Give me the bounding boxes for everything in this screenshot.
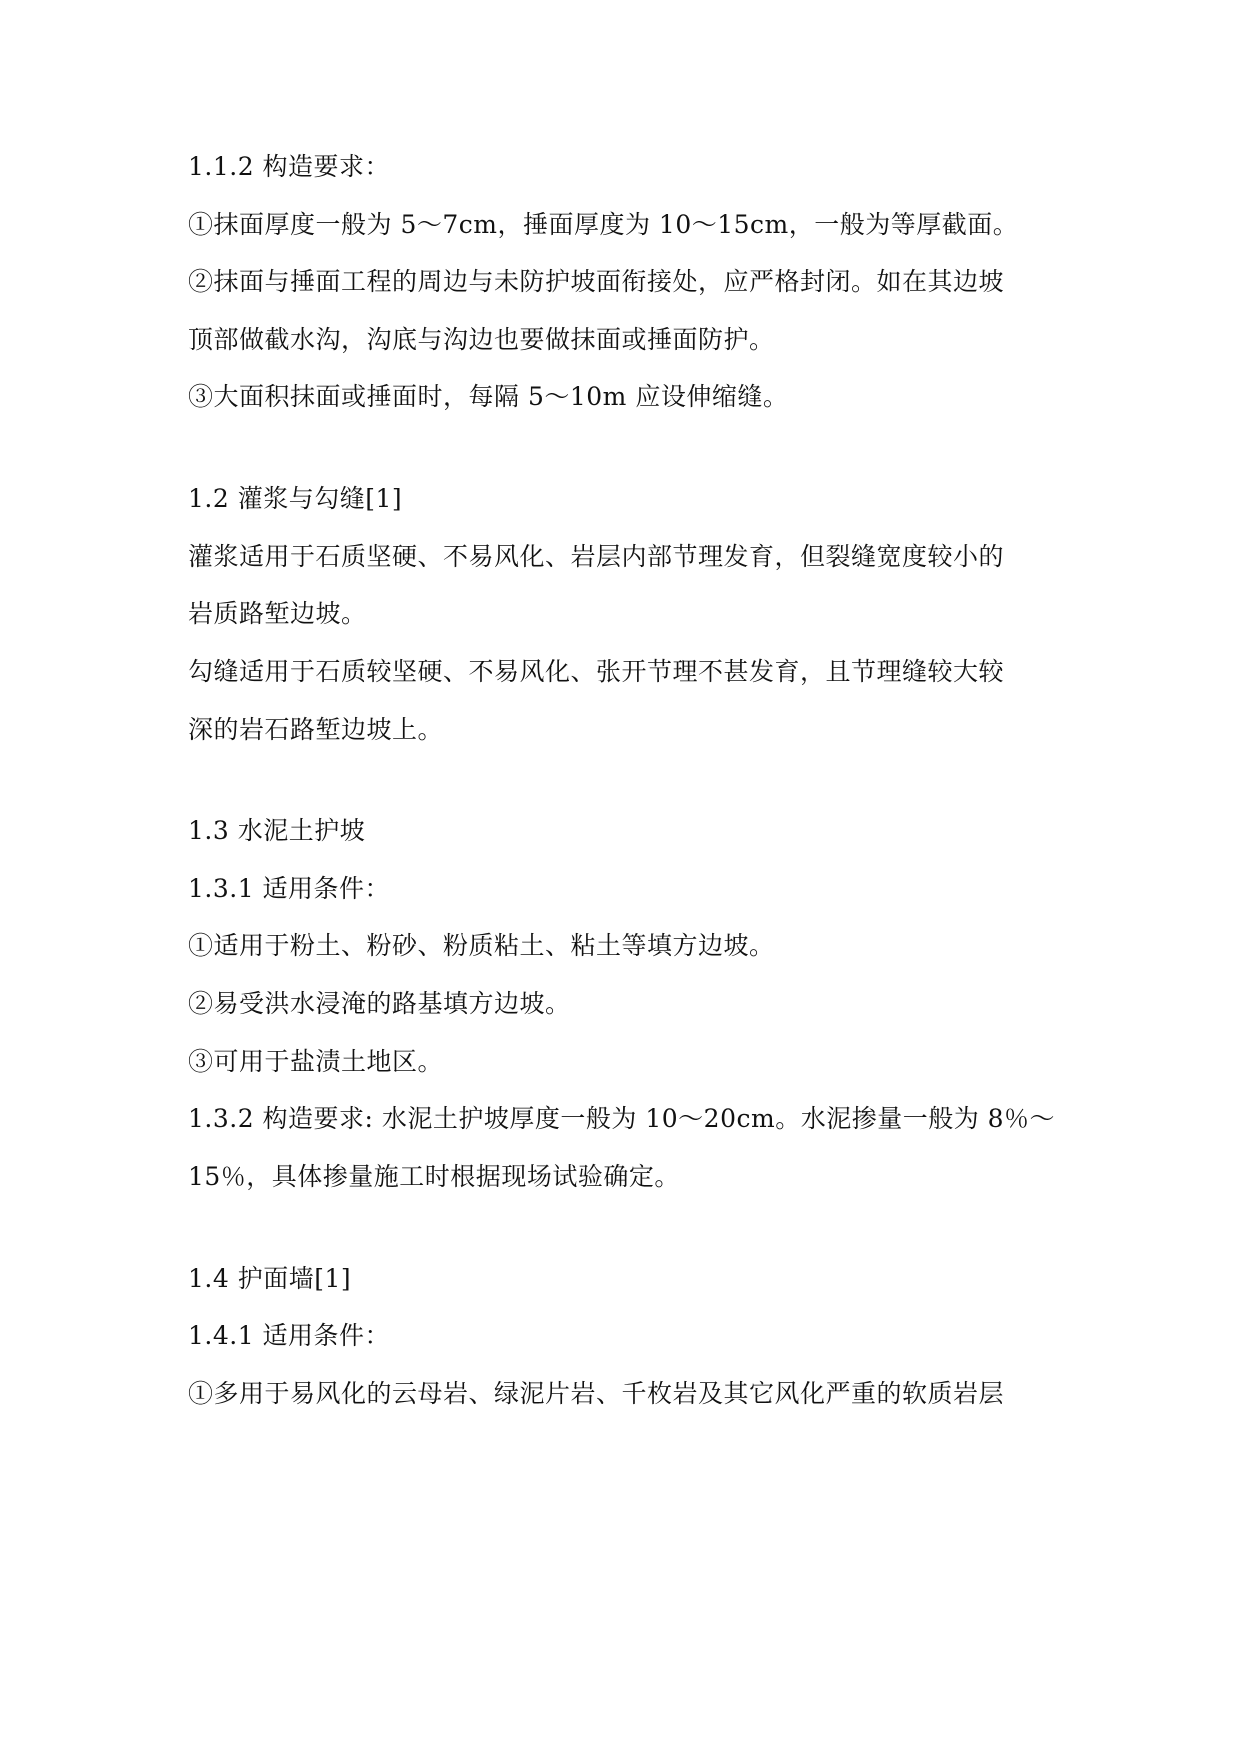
paragraph-line: ②抹面与捶面工程的周边与未防护坡面衔接处，应严格封闭。如在其边坡 [188,267,1005,296]
paragraph-line: 岩质路堑边坡。 [188,599,367,628]
paragraph-line: 灌浆适用于石质坚硬、不易风化、岩层内部节理发育，但裂缝宽度较小的 [188,542,1005,571]
paragraph-line: 深的岩石路堑边坡上。 [188,715,444,744]
subsection-heading-1-1-2: 1.1.2 构造要求： [188,152,391,181]
paragraph-line: ③可用于盐渍土地区。 [188,1047,444,1076]
subsection-heading-1-4-1: 1.4.1 适用条件： [188,1321,391,1350]
section-heading-1-3: 1.3 水泥土护坡 [188,816,366,845]
subsection-heading-1-3-1: 1.3.1 适用条件： [188,874,391,903]
paragraph-line: ②易受洪水浸淹的路基填方边坡。 [188,989,571,1018]
paragraph-line: ①抹面厚度一般为 5～7cm，捶面厚度为 10～15cm，一般为等厚截面。 [188,210,1019,239]
paragraph-line: 15％，具体掺量施工时根据现场试验确定。 [188,1162,680,1191]
section-heading-1-4: 1.4 护面墙[1] [188,1264,352,1293]
section-heading-1-2: 1.2 灌浆与勾缝[1] [188,484,403,513]
paragraph-line: ③大面积抹面或捶面时，每隔 5～10m 应设伸缩缝。 [188,382,789,411]
paragraph-line: ①多用于易风化的云母岩、绿泥片岩、千枚岩及其它风化严重的软质岩层 [188,1379,1005,1408]
paragraph-line: 1.3.2 构造要求: 水泥土护坡厚度一般为 10～20cm。水泥掺量一般为 8％～ [188,1104,1056,1133]
paragraph-line: ①适用于粉土、粉砂、粉质粘土、粘土等填方边坡。 [188,931,775,960]
paragraph-line: 顶部做截水沟，沟底与沟边也要做抹面或捶面防护。 [188,325,775,354]
paragraph-line: 勾缝适用于石质较坚硬、不易风化、张开节理不甚发育，且节理缝较大较 [188,657,1005,686]
